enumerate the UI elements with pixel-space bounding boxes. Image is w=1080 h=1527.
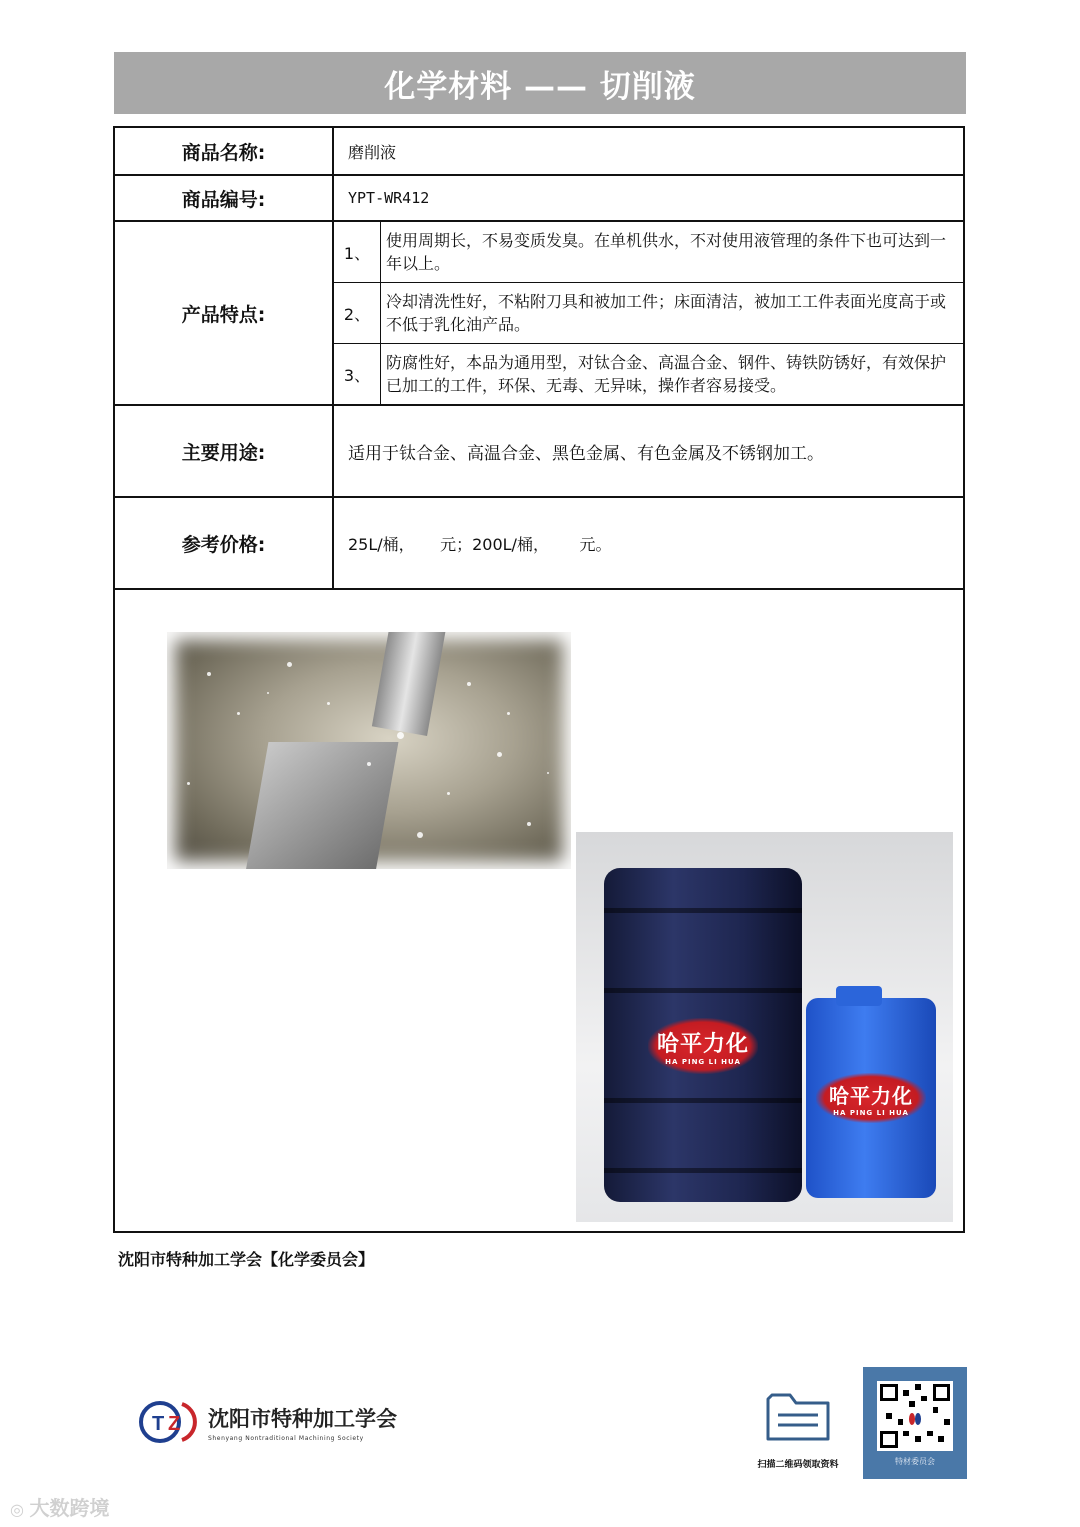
jerrycan [806,998,936,1198]
qr-panel [863,1367,967,1479]
svg-text:Z: Z [168,1413,181,1435]
feature-item [334,222,963,283]
feature-item [334,344,963,404]
price-row [115,498,963,590]
name-row [115,128,963,176]
name-value: 磨削液 [348,142,397,162]
drum-barrel [604,868,802,1202]
feature-text: 冷却清洗性好，不粘附刀具和被加工件；床面清洁，被加工工件表面光度高于或不低于乳化油产品。 [386,292,947,334]
feature-text: 防腐性好，本品为通用型，对钛合金、高温合金、钢件、铸铁防锈好，有效保护已加工的工件，环保、无毒、无异味，操作者容易接受。 [386,353,947,395]
feature-text: 使用周期长，不易变质发臭。在单机供水，不对使用液管理的条件下也可达到一年以上。 [386,231,947,273]
usage-value: 适用于钛合金、高温合金、黑色金属、有色金属及不锈钢加工。 [348,443,824,464]
weibo-icon: ◎ [10,1500,30,1519]
qr-code [877,1381,953,1451]
features-label: 产品特点: [115,222,334,404]
tz-logo-icon [138,1400,202,1444]
name-label: 商品名称: [115,128,334,174]
society-name: 沈阳市特种加工学会 [208,1406,397,1431]
code-row [115,176,963,222]
price-value: 25L/桶， 元；200L/桶， 元。 [348,534,612,554]
price-label: 参考价格: [115,498,334,588]
machining-photo [167,632,571,869]
feature-item [334,283,963,344]
feature-number: 3、 [334,344,381,404]
feature-number: 1、 [334,222,381,282]
page-title: 化学材料 —— 切削液 [114,52,966,114]
scan-label: 扫描二维码领取资料 [757,1460,839,1470]
usage-label: 主要用途: [115,406,334,496]
society-logo [138,1400,397,1444]
code-label: 商品编号: [115,176,334,220]
committee-note: 沈阳市特种加工学会【化学委员会】 [118,1250,375,1269]
feature-number: 2、 [334,283,381,343]
brand-logo: 哈平力化 HA PING LI HUA [816,1073,926,1123]
code-value: YPT-WR412 [348,189,430,207]
product-photos [115,590,963,1231]
svg-text:T: T [152,1413,165,1435]
product-spec-table [113,126,965,1233]
brand-logo: 哈平力化 HA PING LI HUA [648,1018,758,1074]
usage-row [115,406,963,498]
society-name-en: Shenyang Nontraditional Machining Society [208,1434,364,1442]
watermark: ◎ 大数跨境 [10,1496,110,1520]
barrel-photo [576,832,953,1222]
qr-caption: 特材委员会 [895,1457,935,1466]
features-row [115,222,963,406]
folder-icon [762,1385,834,1445]
scan-prompt [753,1385,843,1470]
